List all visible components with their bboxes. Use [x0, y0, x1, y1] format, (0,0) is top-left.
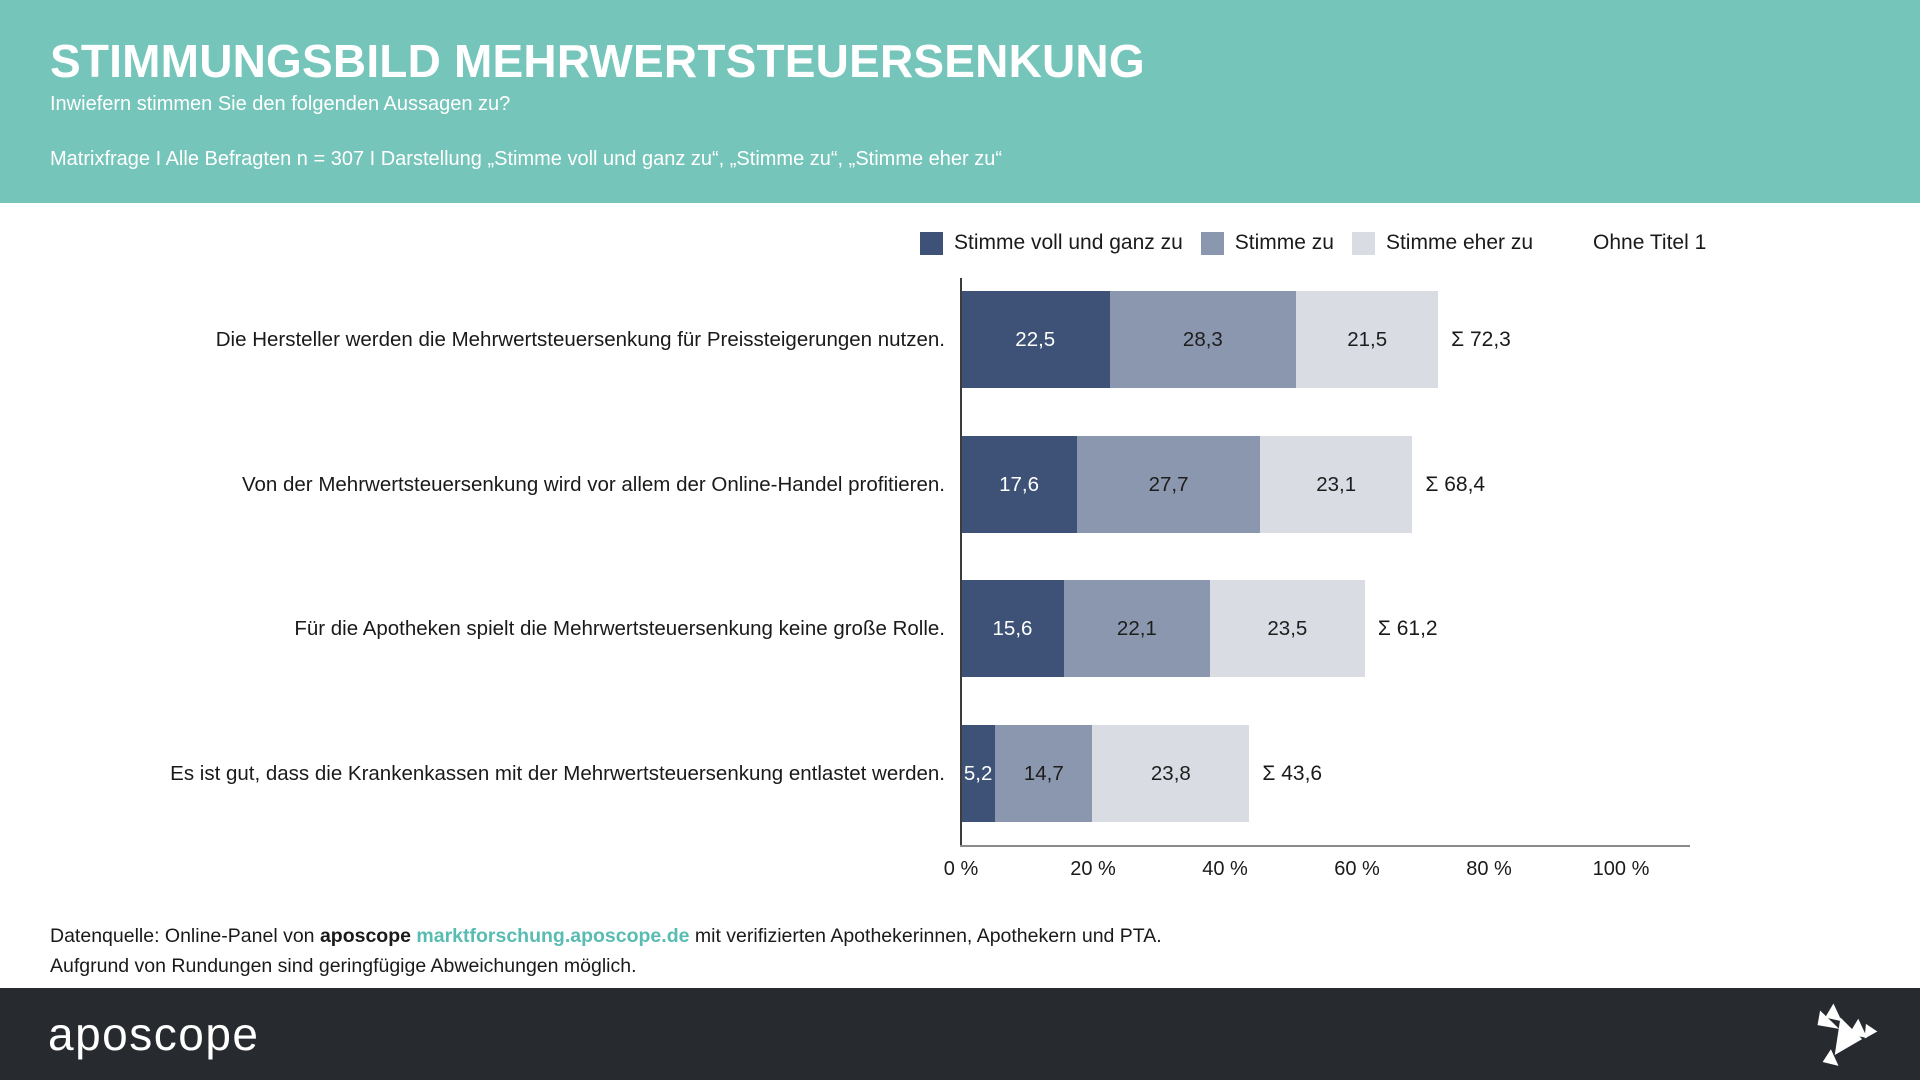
origami-bird-icon: [1808, 1000, 1878, 1068]
legend-swatch: [1352, 232, 1375, 255]
bar-segment: 15,6: [961, 580, 1064, 677]
footnote-line1: [50, 921, 1162, 951]
sum-label: Σ 61,2: [1377, 616, 1438, 640]
page-title: STIMMUNGSBILD MEHRWERTSTEUERSENKUNG: [50, 35, 1145, 87]
legend-swatch: [1201, 232, 1224, 255]
bar-segment: 5,2: [961, 725, 995, 822]
legend-label: Stimme zu: [1234, 231, 1334, 254]
sum-label: Σ 68,4: [1425, 472, 1486, 496]
x-tick-label: 60 %: [1334, 858, 1380, 880]
bar-stack: [961, 725, 1322, 822]
legend-label: Stimme voll und ganz zu: [954, 231, 1183, 254]
footnote: [50, 921, 1162, 981]
x-axis-line: [960, 845, 1690, 847]
sum-label: Σ 72,3: [1451, 327, 1511, 351]
legend-extra-label: Ohne Titel 1: [1593, 231, 1707, 254]
bar-segment: 23,1: [1260, 436, 1412, 533]
bar-segment: 27,7: [1077, 436, 1260, 533]
footnote-line2: Aufgrund von Rundungen sind geringfügige Abweichungen möglich.: [50, 955, 637, 977]
category-label: Für die Apotheken spielt die Mehrwertsteuersenkung keine große Rolle.: [294, 616, 945, 640]
header-subtitle: Inwiefern stimmen Sie den folgenden Aussagen zu?: [50, 93, 511, 115]
bar-segment: 14,7: [995, 725, 1092, 822]
datasource-link[interactable]: marktforschung.aposcope.de: [416, 925, 690, 947]
category-label: Es ist gut, dass die Krankenkassen mit der Mehrwertsteuersenkung entlastet werden.: [170, 761, 945, 785]
legend-swatch: [920, 232, 943, 255]
x-tick-label: 20 %: [1070, 858, 1116, 880]
footer-bar: [0, 988, 1920, 1080]
footnote-text: Datenquelle: Online-Panel von: [50, 925, 320, 947]
legend-item: [920, 231, 1183, 255]
bar-segment: 23,8: [1092, 725, 1249, 822]
y-axis-line: [960, 278, 962, 847]
bar-segment: 23,5: [1210, 580, 1365, 677]
header-meta: Matrixfrage I Alle Befragten n = 307 I Darstellung „Stimme voll und ganz zu“, „Stimme zu“, „Stimme eher zu“: [50, 148, 1003, 170]
bar-segment: 22,1: [1064, 580, 1210, 677]
bar-segment: 22,5: [961, 291, 1110, 388]
bar-segment: 21,5: [1296, 291, 1438, 388]
sum-label: Σ 43,6: [1262, 761, 1323, 785]
bar-segment: 17,6: [961, 436, 1077, 533]
x-tick-label: 0 %: [943, 858, 979, 880]
chart-legend: [920, 231, 1706, 255]
footnote-brand: aposcope: [319, 925, 411, 947]
bar-stack: [961, 436, 1485, 533]
legend-item: [1352, 231, 1533, 255]
bar-stack: [961, 580, 1438, 677]
footnote-suffix: mit verifizierten Apothekerinnen, Apothekern und PTA.: [689, 925, 1162, 947]
legend-label: Stimme eher zu: [1385, 231, 1534, 254]
bar-stack: [961, 291, 1511, 388]
x-tick-label: 40 %: [1202, 858, 1248, 880]
legend-item: [1201, 231, 1334, 255]
header-band: [0, 0, 1920, 203]
x-tick-label: 100 %: [1592, 858, 1650, 880]
category-label: Von der Mehrwertsteuersenkung wird vor allem der Online-Handel profitieren.: [241, 472, 945, 496]
category-label: Die Hersteller werden die Mehrwertsteuersenkung für Preissteigerungen nutzen.: [215, 327, 945, 351]
x-tick-label: 80 %: [1466, 858, 1512, 880]
bar-segment: 28,3: [1110, 291, 1297, 388]
aposcope-logo: aposcope: [48, 1008, 260, 1060]
